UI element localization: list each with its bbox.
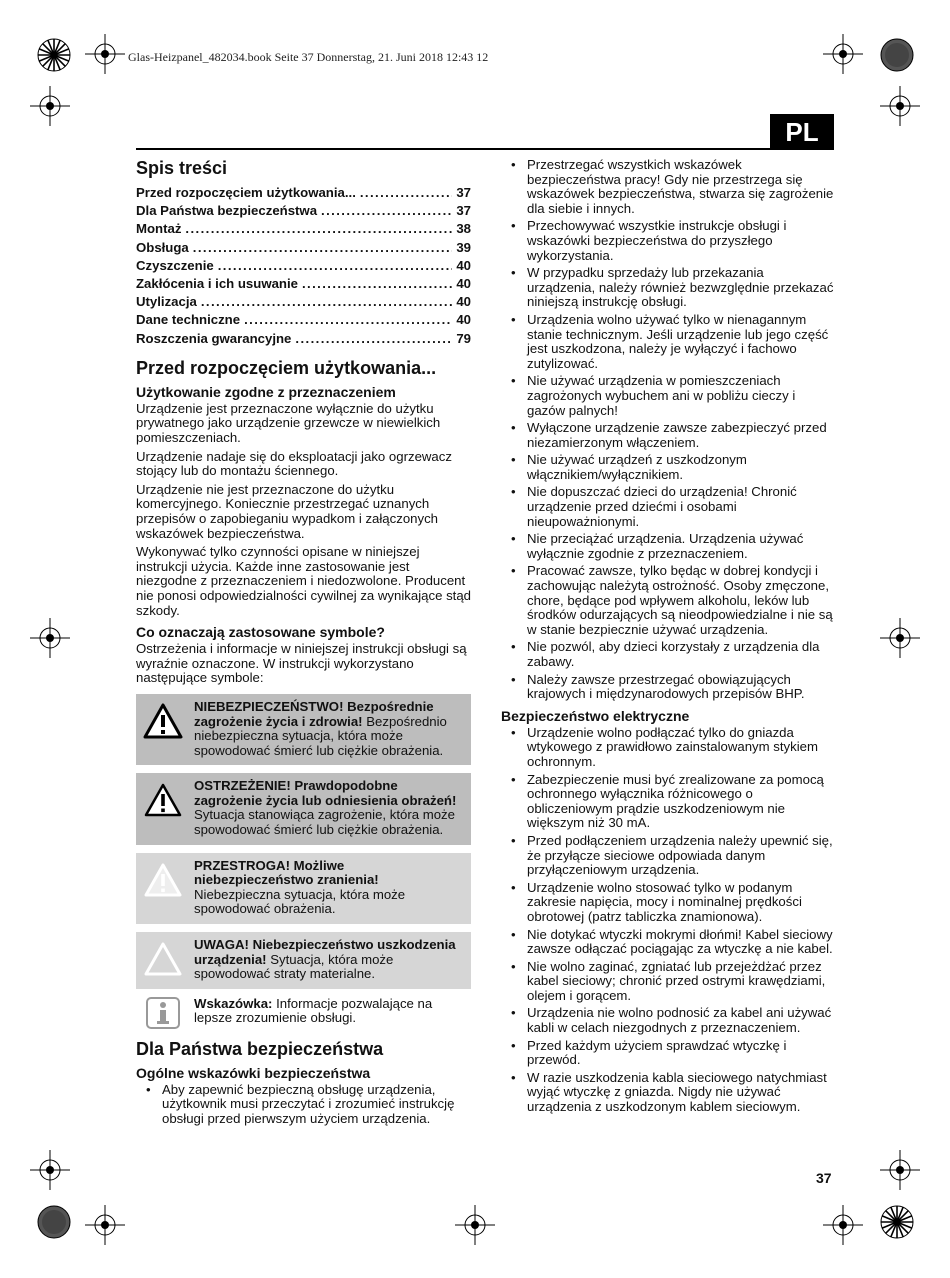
color-target-icon (37, 1205, 71, 1239)
list-item: • Urządzenie wolno stosować tylko w podanym zakresie napięcia, mocy i nominalnej prędkości obrotowej (patrz tabliczka znamionowa). (501, 881, 834, 925)
list-item: • Przed każdym użyciem sprawdzać wtyczkę i przewód. (501, 1039, 834, 1068)
color-target-icon (880, 1205, 914, 1239)
notice-triangle-icon (143, 941, 183, 977)
section-title-safety: Dla Państwa bezpieczeństwa (136, 1038, 384, 1059)
list-item: • Należy zawsze przestrzegać obowiązujących krajowych i międzynarodowych przepisów BHP. (501, 673, 834, 702)
list-item: • Nie wolno zaginać, zgniatać lub przejeżdżać przez kabel sieciowy; chronić przed ostrymi krawędziami, olejem i gorącem. (501, 960, 834, 1004)
registration-mark-icon (880, 618, 920, 658)
subheading-electrical-safety: Bezpieczeństwo elektryczne (501, 707, 690, 724)
hint-text: Informacje pozwalające na lepsze zrozumienie obsługi. (194, 995, 433, 1026)
danger-text: Bezpośrednio niebezpieczna sytuacja, która może spowodować śmierć lub ciężkie obrażenia. (194, 713, 447, 758)
paragraph: Urządzenie nie jest przeznaczone do użytku komercyjnego. Koniecznie przestrzegać uznanych przepisów o zapobieganiu wypadkom i załączonych wskazówek bezpieczeństwa. (136, 481, 439, 541)
color-target-icon (37, 38, 71, 72)
list-item: • W razie uszkodzenia kabla sieciowego natychmiast wyjąć wtyczkę z gniazda. Nigdy nie używać urządzenia z uszkodzonym kablem sieciowym. (501, 1071, 834, 1115)
right-column (501, 158, 834, 1118)
list-item: • W przypadku sprzedaży lub przekazania urządzenia, należy również bezwzględnie przekazać niniejszą instrukcję obsługi. (501, 266, 834, 310)
registration-mark-icon (30, 618, 70, 658)
list-item: • Wyłączone urządzenie zawsze zabezpieczyć przed niezamierzonym włączeniem. (501, 421, 834, 450)
registration-mark-icon (85, 1205, 125, 1245)
list-item: • Przed podłączeniem urządzenia należy upewnić się, że przyłącze sieciowe odpowiada danym przyłączeniowym urządzenia. (501, 834, 834, 878)
list-item: • Aby zapewnić bezpieczną obsługę urządzenia, użytkownik musi przeczytać i zrozumieć instrukcję obsługi przed pierwszym użyciem urządzenia. (136, 1083, 471, 1127)
general-safety-list (136, 1083, 471, 1127)
warning-text: Sytuacja stanowiąca zagrożenie, która może spowodować śmierć lub ciężkie obrażenia. (194, 807, 455, 838)
left-column (136, 158, 471, 1130)
hint-label: Wskazówka: (194, 995, 273, 1011)
caution-box (136, 853, 471, 924)
warning-triangle-icon (143, 782, 183, 818)
section-title-before-use: Przed rozpoczęciem użytkowania... (136, 357, 437, 378)
toc-item[interactable]: Dla Państwa bezpieczeństwa ..... 37 (136, 202, 471, 220)
hint-box (136, 991, 471, 1029)
language-tab: PL (770, 114, 834, 150)
registration-mark-icon (30, 1150, 70, 1190)
registration-mark-icon (455, 1205, 495, 1245)
list-item: • Nie dopuszczać dzieci do urządzenia! Chronić urządzenie przed dziećmi i osobami nieupoważnionymi. (501, 485, 834, 529)
list-item: • Nie używać urządzeń z uszkodzonym włącznikiem/wyłącznikiem. (501, 453, 834, 482)
list-item: • Nie używać urządzenia w pomieszczeniach zagrożonych wybuchem ani w pobliżu cieczy i gazów palnych! (501, 374, 834, 418)
toc-item[interactable]: Obsługa ..... 39 (136, 239, 471, 257)
list-item: • Nie przeciążać urządzenia. Urządzenia używać wyłącznie zgodnie z przeznaczeniem. (501, 532, 834, 561)
list-item: • Pracować zawsze, tylko będąc w dobrej kondycji i zachowując należytą ostrożność. Osoby zmęczone, chore, będące pod wpływem alkoholu, leków lub środków odurzających są nieodpowiedzialne i nie są w stanie bezpiecznie używać urządzenia. (501, 564, 834, 637)
toc-item[interactable]: Przed rozpoczęciem użytkowania... ..... 37 (136, 184, 471, 202)
notice-box (136, 932, 471, 989)
paragraph: Urządzenie nadaje się do eksploatacji jako ogrzewacz stojący lub do montażu ściennego. (136, 448, 452, 479)
paragraph: Ostrzeżenia i informacje w niniejszej instrukcji obsługi są wyraźnie oznaczone. W instrukcji wykorzystano następujące symbole: (136, 641, 467, 686)
list-item: • Urządzenie wolno podłączać tylko do gniazda wtykowego z prawidłowo zainstalowanym stykiem ochronnym. (501, 726, 834, 770)
notice-label: UWAGA! Niebezpieczeństwo uszkodzenia urządzenia! (194, 937, 456, 967)
paragraph: Urządzenie jest przeznaczone wyłącznie do użytku prywatnego jako urządzenie grzewcze w niewielkich pomieszczeniach. (136, 400, 441, 446)
danger-box (136, 694, 471, 765)
registration-mark-icon (823, 1205, 863, 1245)
registration-mark-icon (880, 1150, 920, 1190)
list-item: • Urządzenia nie wolno podnosić za kabel ani używać kabli w celach niezgodnych z przeznaczeniem. (501, 1006, 834, 1035)
toc-item[interactable]: Utylizacja ..... 40 (136, 293, 471, 311)
warning-label: OSTRZEŻENIE! Prawdopodobne zagrożenie życia lub odniesienia obrażeń! (194, 778, 457, 808)
toc-item[interactable]: Czyszczenie ..... 40 (136, 257, 471, 275)
toc-item[interactable]: Dane techniczne ..... 40 (136, 311, 471, 329)
toc-item[interactable]: Zakłócenia i ich usuwanie ..... 40 (136, 275, 471, 293)
danger-triangle-icon (143, 703, 183, 739)
info-icon (146, 997, 180, 1029)
list-item: • Nie pozwól, aby dzieci korzystały z urządzenia dla zabawy. (501, 640, 834, 669)
color-target-icon (880, 38, 914, 72)
subheading-intended-use: Użytkowanie zgodne z przeznaczeniem (136, 383, 396, 400)
list-item: • Zabezpieczenie musi być zrealizowane za pomocą ochronnego wyłącznika różnicowego o obliczeniowym prądzie uszkodzeniowym nie większym niż 30 mA. (501, 773, 834, 831)
registration-mark-icon (30, 86, 70, 126)
caution-triangle-icon (143, 862, 183, 898)
subheading-general-safety: Ogólne wskazówki bezpieczeństwa (136, 1064, 371, 1081)
danger-label: NIEBEZPIECZEŃSTWO! Bezpośrednie zagrożenie życia i zdrowia! (194, 698, 434, 729)
paragraph: Wykonywać tylko czynności opisane w niniejszej instrukcji użycia. Każde inne zastosowanie jest niezgodne z przeznaczeniem i niedozwolone. Producent nie ponosi odpowiedzialności cywilnej za wynikające stąd szkody. (136, 544, 471, 618)
subheading-symbols: Co oznaczają zastosowane symbole? (136, 624, 385, 641)
toc-title: Spis treści (136, 158, 228, 178)
list-item: • Urządzenia wolno używać tylko w nienagannym stanie technicznym. Jeśli urządzenie lub jego część jest uszkodzona, należy je wyłączyć i fachowo zutylizować. (501, 313, 834, 371)
registration-mark-icon (85, 34, 125, 74)
notice-text: Sytuacja, która może spowodować straty materialne. (194, 951, 394, 982)
toc-item[interactable]: Roszczenia gwarancyjne ..... 79 (136, 330, 471, 348)
list-item: • Nie dotykać wtyczki mokrymi dłońmi! Kabel sieciowy zawsze odłączać pociągając za wtyczkę a nie kabel. (501, 928, 834, 957)
page-number: 37 (816, 1170, 832, 1186)
toc-item[interactable]: Montaż ..... 38 (136, 220, 471, 238)
warning-box (136, 773, 471, 844)
general-safety-list-continued (501, 158, 834, 702)
table-of-contents (136, 184, 471, 348)
print-header: Glas-Heizpanel_482034.book Seite 37 Donnerstag, 21. Juni 2018 12:43 12 (128, 50, 489, 64)
electrical-safety-list (501, 726, 834, 1115)
caution-text: Niebezpieczna sytuacja, która może spowodować obrażenia. (194, 886, 406, 917)
list-item: • Przestrzegać wszystkich wskazówek bezpieczeństwa pracy! Gdy nie przestrzega się wskazówek bezpieczeństwa, stwarza się zagrożenie dla siebie i innych. (501, 158, 834, 216)
registration-mark-icon (823, 34, 863, 74)
list-item: • Przechowywać wszystkie instrukcje obsługi i wskazówki bezpieczeństwa do przyszłego wykorzystania. (501, 219, 834, 263)
caution-label: PRZESTROGA! Możliwe niebezpieczeństwo zranienia! (194, 857, 379, 888)
registration-mark-icon (880, 86, 920, 126)
top-rule (136, 148, 834, 150)
